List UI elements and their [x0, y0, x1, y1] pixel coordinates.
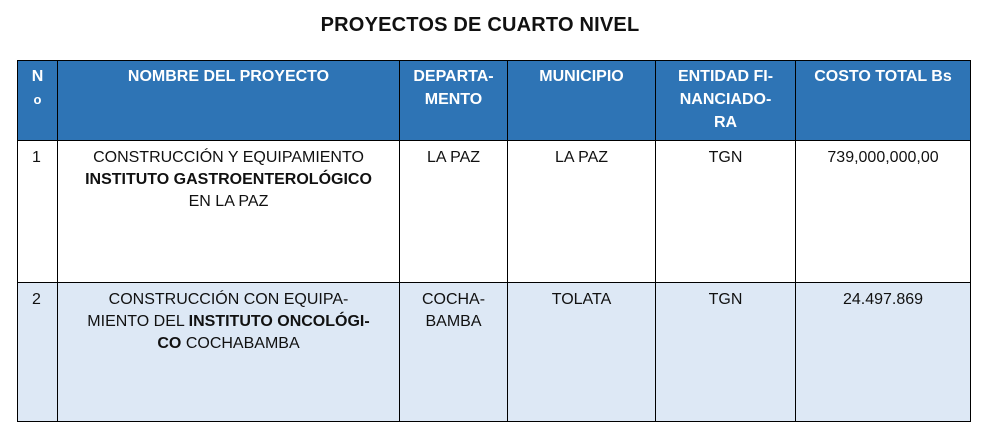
- header-number-line-1: N: [31, 68, 44, 85]
- project-name-line-1: CONSTRUCCIÓN Y EQUIPAMIENTO: [93, 149, 364, 166]
- project-name-line-1: CONSTRUCCIÓN CON EQUIPA-: [108, 291, 349, 308]
- department-cell: LA PAZ: [400, 141, 508, 283]
- project-name-institute: INSTITUTO GASTROENTEROLÓGICO: [85, 171, 372, 188]
- row-number: 2: [18, 283, 58, 422]
- header-total-cost: COSTO TOTAL Bs: [796, 61, 971, 141]
- table-row: [18, 283, 971, 422]
- header-number-line-2: o: [33, 92, 42, 107]
- department-line-1: COCHA-: [421, 291, 486, 308]
- project-name-institute-end: CO: [157, 335, 182, 352]
- header-entity-line-3: RA: [713, 114, 738, 131]
- header-department-line-1: DEPARTA-: [413, 68, 494, 85]
- funding-entity-cell: TGN: [656, 141, 796, 283]
- table-row: [18, 141, 971, 283]
- municipality-cell: TOLATA: [508, 283, 656, 422]
- project-name-line-3: EN LA PAZ: [188, 193, 269, 210]
- header-project-name: NOMBRE DEL PROYECTO: [58, 61, 400, 141]
- project-name-cell: [58, 283, 400, 422]
- project-name-cell: [58, 141, 400, 283]
- table-header-row: [18, 61, 971, 141]
- header-department-line-2: MENTO: [424, 91, 483, 108]
- department-line-2: BAMBA: [425, 313, 482, 330]
- total-cost-cell: 739,000,000,00: [796, 141, 971, 283]
- header-number: [18, 61, 58, 141]
- project-name-institute: INSTITUTO ONCOLÓGI-: [188, 313, 370, 330]
- header-municipality: MUNICIPIO: [508, 61, 656, 141]
- municipality-cell: LA PAZ: [508, 141, 656, 283]
- project-name-line-3-suffix: COCHABAMBA: [181, 335, 300, 352]
- header-department: [400, 61, 508, 141]
- header-entity-line-2: NANCIADO-: [679, 91, 772, 108]
- total-cost-cell: 24.497.869: [796, 283, 971, 422]
- department-cell: [400, 283, 508, 422]
- page-title: PROYECTOS DE CUARTO NIVEL: [320, 14, 640, 36]
- projects-table: [17, 60, 971, 422]
- header-entity-line-1: ENTIDAD FI-: [677, 68, 774, 85]
- row-number: 1: [18, 141, 58, 283]
- header-funding-entity: [656, 61, 796, 141]
- funding-entity-cell: TGN: [656, 283, 796, 422]
- project-name-line-2-prefix: MIENTO DEL: [87, 313, 189, 330]
